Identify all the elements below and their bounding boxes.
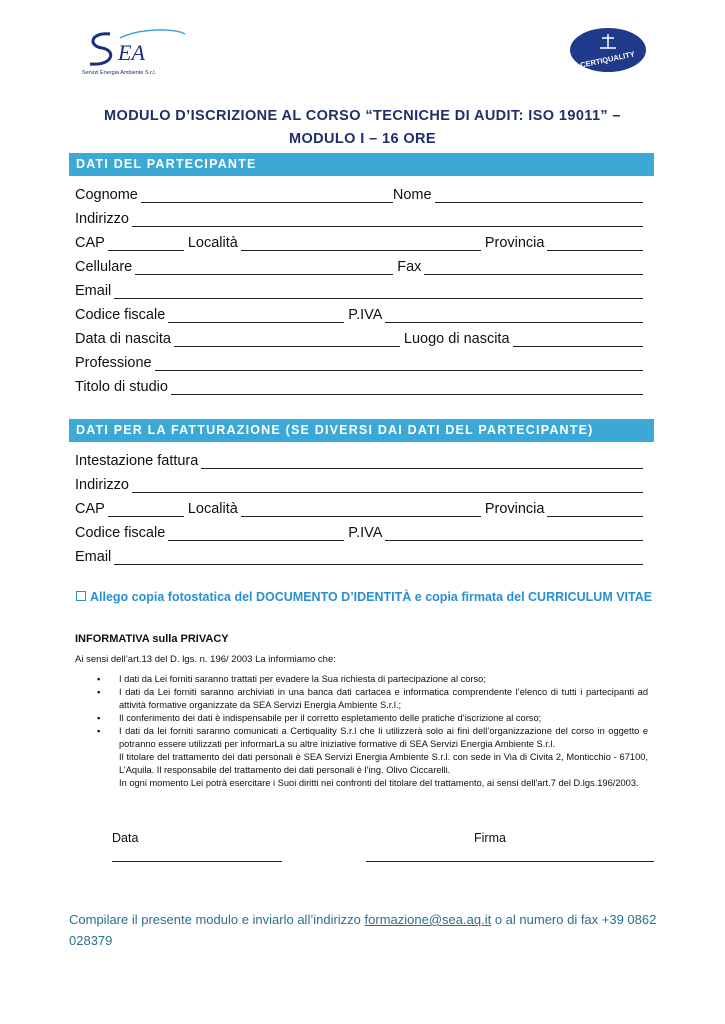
- footer-text-before: Compilare il presente modulo e inviarlo all’indirizzo: [69, 912, 361, 927]
- form-title-line2: MODULO I – 16 ORE: [289, 131, 436, 147]
- codice-fiscale-label: Codice fiscale: [75, 307, 166, 323]
- indirizzo-label: Indirizzo: [75, 211, 129, 227]
- sea-logo: [80, 24, 190, 84]
- footer-email-link[interactable]: formazione@sea.aq.it: [364, 912, 492, 927]
- cognome-field[interactable]: [141, 186, 393, 203]
- bullet-icon: ▪: [97, 713, 101, 723]
- billing-cap-label: CAP: [75, 501, 105, 517]
- fax-field[interactable]: [424, 258, 643, 275]
- privacy-item: ▪ I dati da Lei forniti saranno archiviati in una banca dati cartacea e informatica comprendente l’elenco di tutti i partecipanti ad attività formative organizzate da SEA Servizi Energia Ambiente S.r.l.;: [97, 687, 648, 710]
- privacy-list: [75, 673, 648, 790]
- billing-localita-field[interactable]: [241, 500, 481, 517]
- row-intestazione: [75, 447, 643, 469]
- footer-text-after: o al numero di fax +39 0862 028379: [69, 912, 657, 948]
- privacy-item: ▪ Il conferimento dei dati è indispensabile per il corretto espletamento delle pratiche d’iscrizione al corso;: [97, 713, 542, 723]
- row-indirizzo: [75, 205, 643, 227]
- billing-piva-label: P.IVA: [348, 525, 383, 541]
- billing-provincia-field[interactable]: [547, 500, 643, 517]
- email-label: Email: [75, 283, 112, 299]
- row-titolo-studio: [75, 373, 643, 395]
- titolo-studio-field[interactable]: [171, 378, 643, 395]
- billing-email-field[interactable]: [114, 548, 643, 565]
- privacy-extra-1: Il titolare del trattamento dei dati personali è SEA Servizi Energia Ambiente S.r.l. con sede in Via di Civita 2, Monticchio - 67100, L’Aquila. Il responsabile del trattamento dei dati personali è l’ing. Olivo Ciccarelli.: [119, 752, 648, 775]
- professione-label: Professione: [75, 355, 152, 371]
- row-billing-email: [75, 543, 643, 565]
- cognome-label: Cognome: [75, 187, 138, 203]
- billing-localita-label: Località: [187, 501, 238, 517]
- row-billing-cap: [75, 495, 643, 517]
- piva-label: P.IVA: [348, 307, 383, 323]
- indirizzo-field[interactable]: [132, 210, 643, 227]
- firma-signature-label: Firma: [474, 831, 506, 845]
- billing-indirizzo-field[interactable]: [132, 476, 643, 493]
- form-title-line1: MODULO D’ISCRIZIONE AL CORSO “TECNICHE DI AUDIT: ISO 19011” –: [104, 108, 621, 124]
- email-field[interactable]: [114, 282, 643, 299]
- bullet-icon: ▪: [97, 726, 101, 736]
- allegato-checkbox-row[interactable]: [76, 590, 652, 604]
- cap-label: CAP: [75, 235, 105, 251]
- bullet-icon: ▪: [97, 687, 101, 697]
- titolo-studio-label: Titolo di studio: [75, 379, 168, 395]
- privacy-item: ▪ I dati da Lei forniti saranno trattati per evadere la Sua richiesta di partecipazione al corso;: [97, 674, 486, 684]
- provincia-field[interactable]: [547, 234, 643, 251]
- allegato-label: Allego copia fotostatica del DOCUMENTO D’IDENTITÀ e copia firmata del CURRICULUM VITAE: [90, 590, 653, 604]
- billing-email-label: Email: [75, 549, 112, 565]
- provincia-label: Provincia: [484, 235, 545, 251]
- privacy-title: INFORMATIVA sulla PRIVACY: [75, 633, 229, 645]
- row-billing-indirizzo: [75, 471, 643, 493]
- billing-provincia-label: Provincia: [484, 501, 545, 517]
- privacy-intro: Ai sensi dell’art.13 del D. lgs. n. 196/ 2003 La informiamo che:: [75, 654, 336, 665]
- bullet-icon: ▪: [97, 674, 101, 684]
- row-email: [75, 277, 643, 299]
- svg-text:CERTIQUALITY: CERTIQUALITY: [579, 49, 636, 70]
- piva-field[interactable]: [385, 306, 643, 323]
- row-nascita: [75, 325, 643, 347]
- row-billing-cf-piva: [75, 519, 643, 541]
- data-nascita-label: Data di nascita: [75, 331, 171, 347]
- row-cellulare-fax: [75, 253, 643, 275]
- participant-section-header: DATI DEL PARTECIPANTE: [69, 153, 654, 176]
- billing-indirizzo-label: Indirizzo: [75, 477, 129, 493]
- sea-logo-icon: [80, 24, 190, 74]
- cellulare-label: Cellulare: [75, 259, 133, 275]
- billing-piva-field[interactable]: [385, 524, 643, 541]
- row-cap-localita-provincia: [75, 229, 643, 251]
- svg-text:EA: EA: [118, 40, 145, 65]
- nome-label: Nome: [392, 187, 432, 203]
- billing-section-header: DATI PER LA FATTURAZIONE (SE DIVERSI DAI DATI DEL PARTECIPANTE): [69, 419, 654, 442]
- billing-codice-fiscale-field[interactable]: [168, 524, 344, 541]
- data-nascita-field[interactable]: [174, 330, 400, 347]
- firma-signature-field[interactable]: [366, 860, 654, 862]
- cellulare-field[interactable]: [135, 258, 393, 275]
- billing-cap-field[interactable]: [108, 500, 184, 517]
- codice-fiscale-field[interactable]: [168, 306, 344, 323]
- intestazione-label: Intestazione fattura: [75, 453, 199, 469]
- nome-field[interactable]: [435, 186, 643, 203]
- intestazione-field[interactable]: [201, 452, 643, 469]
- allegato-checkbox[interactable]: [76, 591, 86, 601]
- fax-label: Fax: [397, 259, 422, 275]
- localita-field[interactable]: [241, 234, 481, 251]
- certiquality-logo-icon: [568, 26, 648, 74]
- cap-field[interactable]: [108, 234, 184, 251]
- data-signature-label: Data: [112, 831, 139, 845]
- billing-codice-fiscale-label: Codice fiscale: [75, 525, 166, 541]
- professione-field[interactable]: [155, 354, 643, 371]
- row-cf-piva: [75, 301, 643, 323]
- footer-instructions: [69, 909, 659, 951]
- row-professione: [75, 349, 643, 371]
- luogo-nascita-field[interactable]: [513, 330, 643, 347]
- certiquality-logo: [568, 26, 648, 74]
- row-cognome-nome: [75, 181, 643, 203]
- localita-label: Località: [187, 235, 238, 251]
- form-title: [60, 105, 665, 151]
- privacy-extra-2: In ogni momento Lei potrà esercitare i Suoi diritti nei confronti del titolare del trattamento, ai sensi dell'art.7 del D.lgs.196/2003.: [119, 778, 639, 788]
- data-signature-field[interactable]: [112, 860, 282, 862]
- sea-logo-subtitle: Servizi Energia Ambiente S.r.l.: [82, 70, 156, 76]
- luogo-nascita-label: Luogo di nascita: [403, 331, 510, 347]
- privacy-item: ▪ I dati da lei forniti saranno comunicati a Certiquality S.r.l che li utilizzerà solo ai fini dell’organizzazione del corso in oggetto e potranno essere utilizzati per informarLa su altre iniziative formative di SEA Servizi Energia Ambiente S.r.l.: [97, 726, 648, 749]
